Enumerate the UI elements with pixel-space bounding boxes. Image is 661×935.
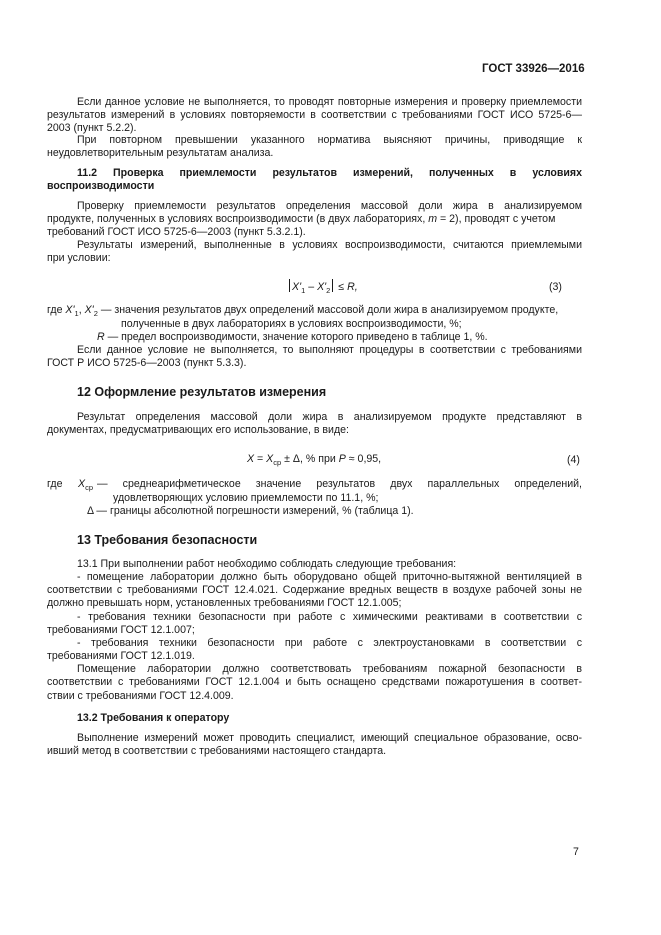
- s13-line-11: ствии с требованиями ГОСТ 12.4.009.: [47, 690, 234, 702]
- formula-3: $X'_1 - X'_2 \le R$,: [287, 279, 358, 294]
- formula-3-where-line-2: полученные в двух лабораториях в условиях воспроизводимости, %;: [121, 318, 462, 330]
- formula-3-where-line-1: где $X'_1$, $X'_2$ — значения результатов двух определений массовой доли жира в анализируемом продукте,: [47, 304, 559, 318]
- s13-line-9: Помещение лаборатории должно соответствовать требованиям пожарной безопасности в: [77, 663, 582, 675]
- formula-4-where-line-2: удовлетворяющих условию приемлемости по 11.1, %;: [113, 492, 379, 504]
- s11-2-p3-line-1: Если данное условие не выполняется, то выполняют процедуры в соответствии с требованиями: [77, 344, 582, 356]
- formula-4-where-lead: где: [47, 478, 63, 490]
- s13-line-10: соответствии с требованиями ГОСТ 12.1.004 и быть оснащено средствами пожаротушения в соответ-: [47, 676, 582, 688]
- intro-line-5: неудовлетворительным результатам анализа.: [47, 147, 274, 159]
- intro-line-1: Если данное условие не выполняется, то проводят повторные измерения и проверку приемлемости: [77, 96, 582, 108]
- s11-2-p1-line-2: продукте, полученных в условиях воспроизводимости (в двух лабораториях, m = 2), проводят с учетом: [47, 213, 556, 225]
- s13-line-6: требованиями ГОСТ 12.1.007;: [47, 624, 195, 636]
- s12-p1-line-1: Результат определения массовой доли жира в анализируемом продукте представляют в: [77, 411, 582, 423]
- intro-line-4: При повторном превышении указанного норматива выясняют причины, приводящие к: [77, 134, 582, 146]
- intro-line-2: результатов измерений в условиях повторяемости в соответствии с требованиями ГОСТ ИСО 5725-6—: [47, 109, 582, 121]
- formula-4-number: (4): [567, 454, 580, 466]
- section-11-2-heading: 11.2 Проверка приемлемости результатов измерений, полученных в условиях: [77, 167, 582, 179]
- s13-line-5: - требования техники безопасности при работе с химическими реактивами в соответствии с: [77, 611, 582, 623]
- s13-line-7: - требования техники безопасности при работе с электроустановками в соответствии с: [77, 637, 582, 649]
- s13-2-line-1: Выполнение измерений может проводить специалист, имеющий специальное образование, осво-: [77, 732, 582, 744]
- s13-line-1: 13.1 При выполнении работ необходимо соблюдать следующие требования:: [77, 558, 457, 570]
- formula-4-where-sym: $X_{ср}$: [78, 478, 93, 492]
- intro-line-3: 2003 (пункт 5.2.2).: [47, 122, 137, 134]
- formula-3-number: (3): [549, 281, 562, 293]
- s13-line-4: должно превышать норм, установленных требованиями ГОСТ 12.1.005;: [47, 597, 402, 609]
- formula-4-where-line-3: Δ — границы абсолютной погрешности измерений, % (таблица 1).: [87, 505, 414, 517]
- s13-line-2: - помещение лаборатории должно быть оборудовано общей приточно-вытяжной вентиляцией в: [77, 571, 582, 583]
- s13-line-3: соответствии с требованиями ГОСТ 12.4.021. Содержание вредных веществ в воздухе рабочей зоны не: [47, 584, 582, 596]
- s13-line-8: требованиями ГОСТ 12.1.019.: [47, 650, 195, 662]
- s11-2-p1-line-1: Проверку приемлемости результатов определения массовой доли жира в анализируемом: [77, 200, 582, 212]
- s11-2-p3-line-2: ГОСТ Р ИСО 5725-6—2003 (пункт 5.3.3).: [47, 357, 247, 369]
- s11-2-p1-line-3: требований ГОСТ ИСО 5725-6—2003 (пункт 5.3.2.1).: [47, 226, 306, 238]
- s11-2-p2-line-1: Результаты измерений, выполненные в условиях воспроизводимости, считаются приемлемыми: [77, 239, 582, 251]
- section-13-2-heading: 13.2 Требования к оператору: [77, 712, 230, 724]
- s12-p1-line-2: документах, предусматривающих его использование, в виде:: [47, 424, 349, 436]
- formula-3-where-line-3: R — предел воспроизводимости, значение которого приведено в таблице 1, %.: [97, 331, 488, 343]
- section-11-2-heading-cont: воспроизводимости: [47, 180, 155, 192]
- document-header: ГОСТ 33926—2016: [482, 63, 585, 75]
- s11-2-p2-line-2: при условии:: [47, 252, 111, 264]
- formula-4: $X = X_{ср} \pm \Delta$, % при P ≈ 0,95,: [247, 453, 382, 467]
- s13-2-line-2: ивший метод в соответствии с требованиями настоящего стандарта.: [47, 745, 387, 757]
- formula-4-where-line-1: — среднеарифметическое значение результатов двух параллельных определений,: [97, 478, 582, 490]
- section-13-heading: 13 Требования безопасности: [77, 533, 258, 547]
- page-number: 7: [573, 846, 579, 858]
- section-12-heading: 12 Оформление результатов измерения: [77, 385, 327, 399]
